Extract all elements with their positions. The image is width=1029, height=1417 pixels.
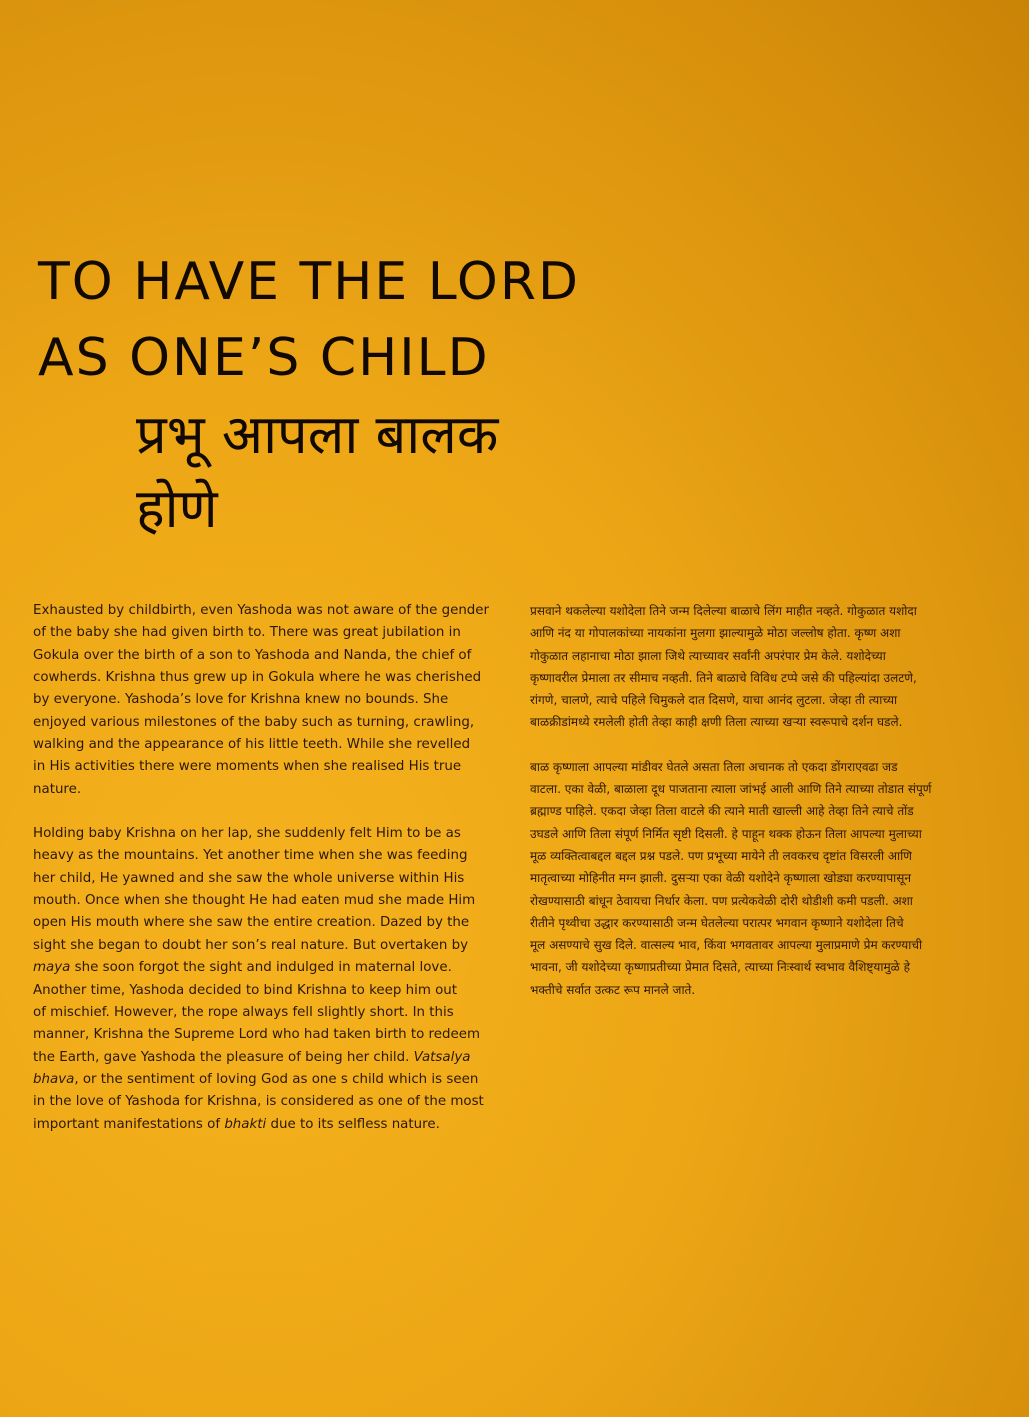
text-line: प्रसवाने थकलेल्या यशोदेला तिने जन्म दिलेल्या बाळाचे लिंग माहीत नव्हते. गोकुळात यशोदा xyxy=(530,604,917,618)
text-fragment: important manifestations of xyxy=(33,1116,225,1132)
text-line: cowherds. Krishna thus grew up in Gokula where he was cherished xyxy=(33,670,482,686)
text-line xyxy=(33,1047,495,1069)
text-line: रीतीने पृथ्वीचा उद्धार करण्यासाठी जन्म घेतलेल्या परात्पर भगवान कृष्णाने यशोदेला तिचे xyxy=(530,915,904,930)
text-line: of the baby she had given birth to. There was great jubilation in xyxy=(33,625,461,641)
text-line: वाटला. एका वेळी, बाळाला दूध पाजताना त्याला जांभई आली आणि तिने त्याच्या तोडात संपूर्ण xyxy=(530,782,932,797)
marathi-paragraph-1 xyxy=(530,600,992,734)
text-line: nature. xyxy=(33,781,82,797)
text-line: by everyone. Yashoda’s love for Krishna knew no bounds. She xyxy=(33,692,449,708)
italic-term-maya: maya xyxy=(33,960,71,976)
text-line: manner, Krishna the Supreme Lord who had taken birth to redeem xyxy=(33,1027,480,1043)
marathi-paragraph-2 xyxy=(530,756,992,1001)
marathi-title-line-2: होणे xyxy=(136,477,218,540)
text-fragment: due to its selfless nature. xyxy=(266,1116,440,1132)
english-paragraph-1 xyxy=(33,600,495,801)
text-line: open His mouth where she saw the entire creation. Dazed by the xyxy=(33,915,470,931)
text-line: कृष्णावरील प्रेमाला तर सीमाच नव्हती. तिने बाळाचे विविध टप्पे जसे की पहिल्यांदा उलटणे, xyxy=(530,670,917,685)
text-line: मातृत्वाच्या मोहिनीत मग्न झाली. दुसऱ्या एका वेळी यशोदेने कृष्णाला खोड्या करण्यापासून xyxy=(530,871,912,886)
text-line: Holding baby Krishna on her lap, she suddenly felt Him to be as xyxy=(33,826,461,842)
text-line: her child, He yawned and she saw the whole universe within His xyxy=(33,870,465,886)
text-fragment: she soon forgot the sight and indulged in maternal love. xyxy=(70,960,452,976)
marathi-text-column xyxy=(530,600,992,1001)
text-line: मूल असण्याचे सुख दिले. वात्सल्य भाव, किंवा भगवतावर आपल्या मुलाप्रमाणे प्रेम करण्याची xyxy=(530,938,923,953)
english-title-line-2: AS ONE’S CHILD xyxy=(38,328,490,388)
english-paragraph-2 xyxy=(33,823,495,1136)
text-line xyxy=(33,1114,495,1136)
text-line: heavy as the mountains. Yet another time when she was feeding xyxy=(33,848,468,864)
text-line: रोखण्यासाठी बांधून ठेवायचा निर्धार केला. पण प्रत्येकवेळी दोरी थोडीशी कमी पडली. अशा xyxy=(530,893,913,908)
marathi-title xyxy=(136,398,736,546)
text-line: गोकुळात लहानाचा मोठा झाला जिथे त्याच्यावर सर्वांनी अपरंपार प्रेम केले. यशोदेच्या xyxy=(530,648,886,663)
italic-term-bhakti: bhakti xyxy=(224,1116,267,1132)
text-line: Exhausted by childbirth, even Yashoda was not aware of the gender xyxy=(33,603,490,618)
text-line: ब्रह्माण्ड पाहिले. एकदा जेव्हा तिला वाटले की त्याने माती खाल्ली आहे तेव्हा तिने त्याचे तोंड xyxy=(530,804,914,819)
text-line: बाळक्रीडांमध्ये रमलेली होती तेव्हा काही क्षणी तिला त्याच्या खऱ्या स्वरूपाचे दर्शन घडले. xyxy=(530,715,903,730)
text-line: sight she began to doubt her son’s real nature. But overtaken by xyxy=(33,937,469,953)
italic-term-vatsalya: Vatsalya xyxy=(413,1049,471,1065)
english-title xyxy=(38,244,738,396)
text-line: walking and the appearance of his little teeth. While she revelled xyxy=(33,737,471,753)
italic-term-bhava: bhava xyxy=(33,1071,75,1087)
text-line: Gokula over the birth of a son to Yashoda and Nanda, the chief of xyxy=(33,647,472,663)
english-text-column xyxy=(33,600,495,1136)
text-line: in the love of Yashoda for Krishna, is considered as one of the most xyxy=(33,1094,484,1110)
text-line: in His activities there were moments when she realised His true xyxy=(33,759,462,775)
text-line: enjoyed various milestones of the baby such as turning, crawling, xyxy=(33,714,475,730)
text-line: भावना, जी यशोदेच्या कृष्णाप्रतीच्या प्रेमात दिसते, त्याच्या निःस्वार्थ स्वभाव वैशिष्ट्यामुळे हे xyxy=(530,960,910,975)
text-line: mouth. Once when she thought He had eaten mud she made Him xyxy=(33,893,476,909)
marathi-title-line-1: प्रभू आपला बालक xyxy=(136,403,499,466)
english-title-line-1: TO HAVE THE LORD xyxy=(38,252,580,312)
text-fragment: , or the sentiment of loving God as one s child which is seen xyxy=(74,1071,479,1087)
text-line xyxy=(33,1069,495,1091)
text-line: बाळ कृष्णाला आपल्या मांडीवर घेतले असता तिला अचानक तो एकदा डोंगराएवढा जड xyxy=(530,759,898,774)
text-line: of mischief. However, the rope always fell slightly short. In this xyxy=(33,1004,454,1020)
text-line: मूळ व्यक्तित्वाबद्दल बद्दल प्रश्न पडले. पण प्रभूच्या मायेने ती लवकरच दृष्टांत विसरली आणि xyxy=(530,848,912,863)
text-line: रांगणे, चालणे, त्याचे पहिले चिमुकले दात दिसणे, याचा आनंद लुटला. जेव्हा ती त्याच्या xyxy=(530,693,898,708)
text-fragment: the Earth, gave Yashoda the pleasure of being her child. xyxy=(33,1049,414,1065)
text-line: भक्तीचे सर्वात उत्कट रूप मानले जाते. xyxy=(530,982,696,997)
text-line: Another time, Yashoda decided to bind Krishna to keep him out xyxy=(33,982,458,998)
text-line: आणि नंद या गोपालकांच्या नायकांना मुलगा झाल्यामुळे मोठा जल्लोष होता. कृष्ण अशा xyxy=(530,626,901,641)
text-line: उघडले आणि तिला संपूर्ण निर्मित सृष्टी दिसली. हे पाहून थक्क होऊन तिला आपल्या मुलाच्या xyxy=(530,826,922,841)
text-line xyxy=(33,957,495,979)
